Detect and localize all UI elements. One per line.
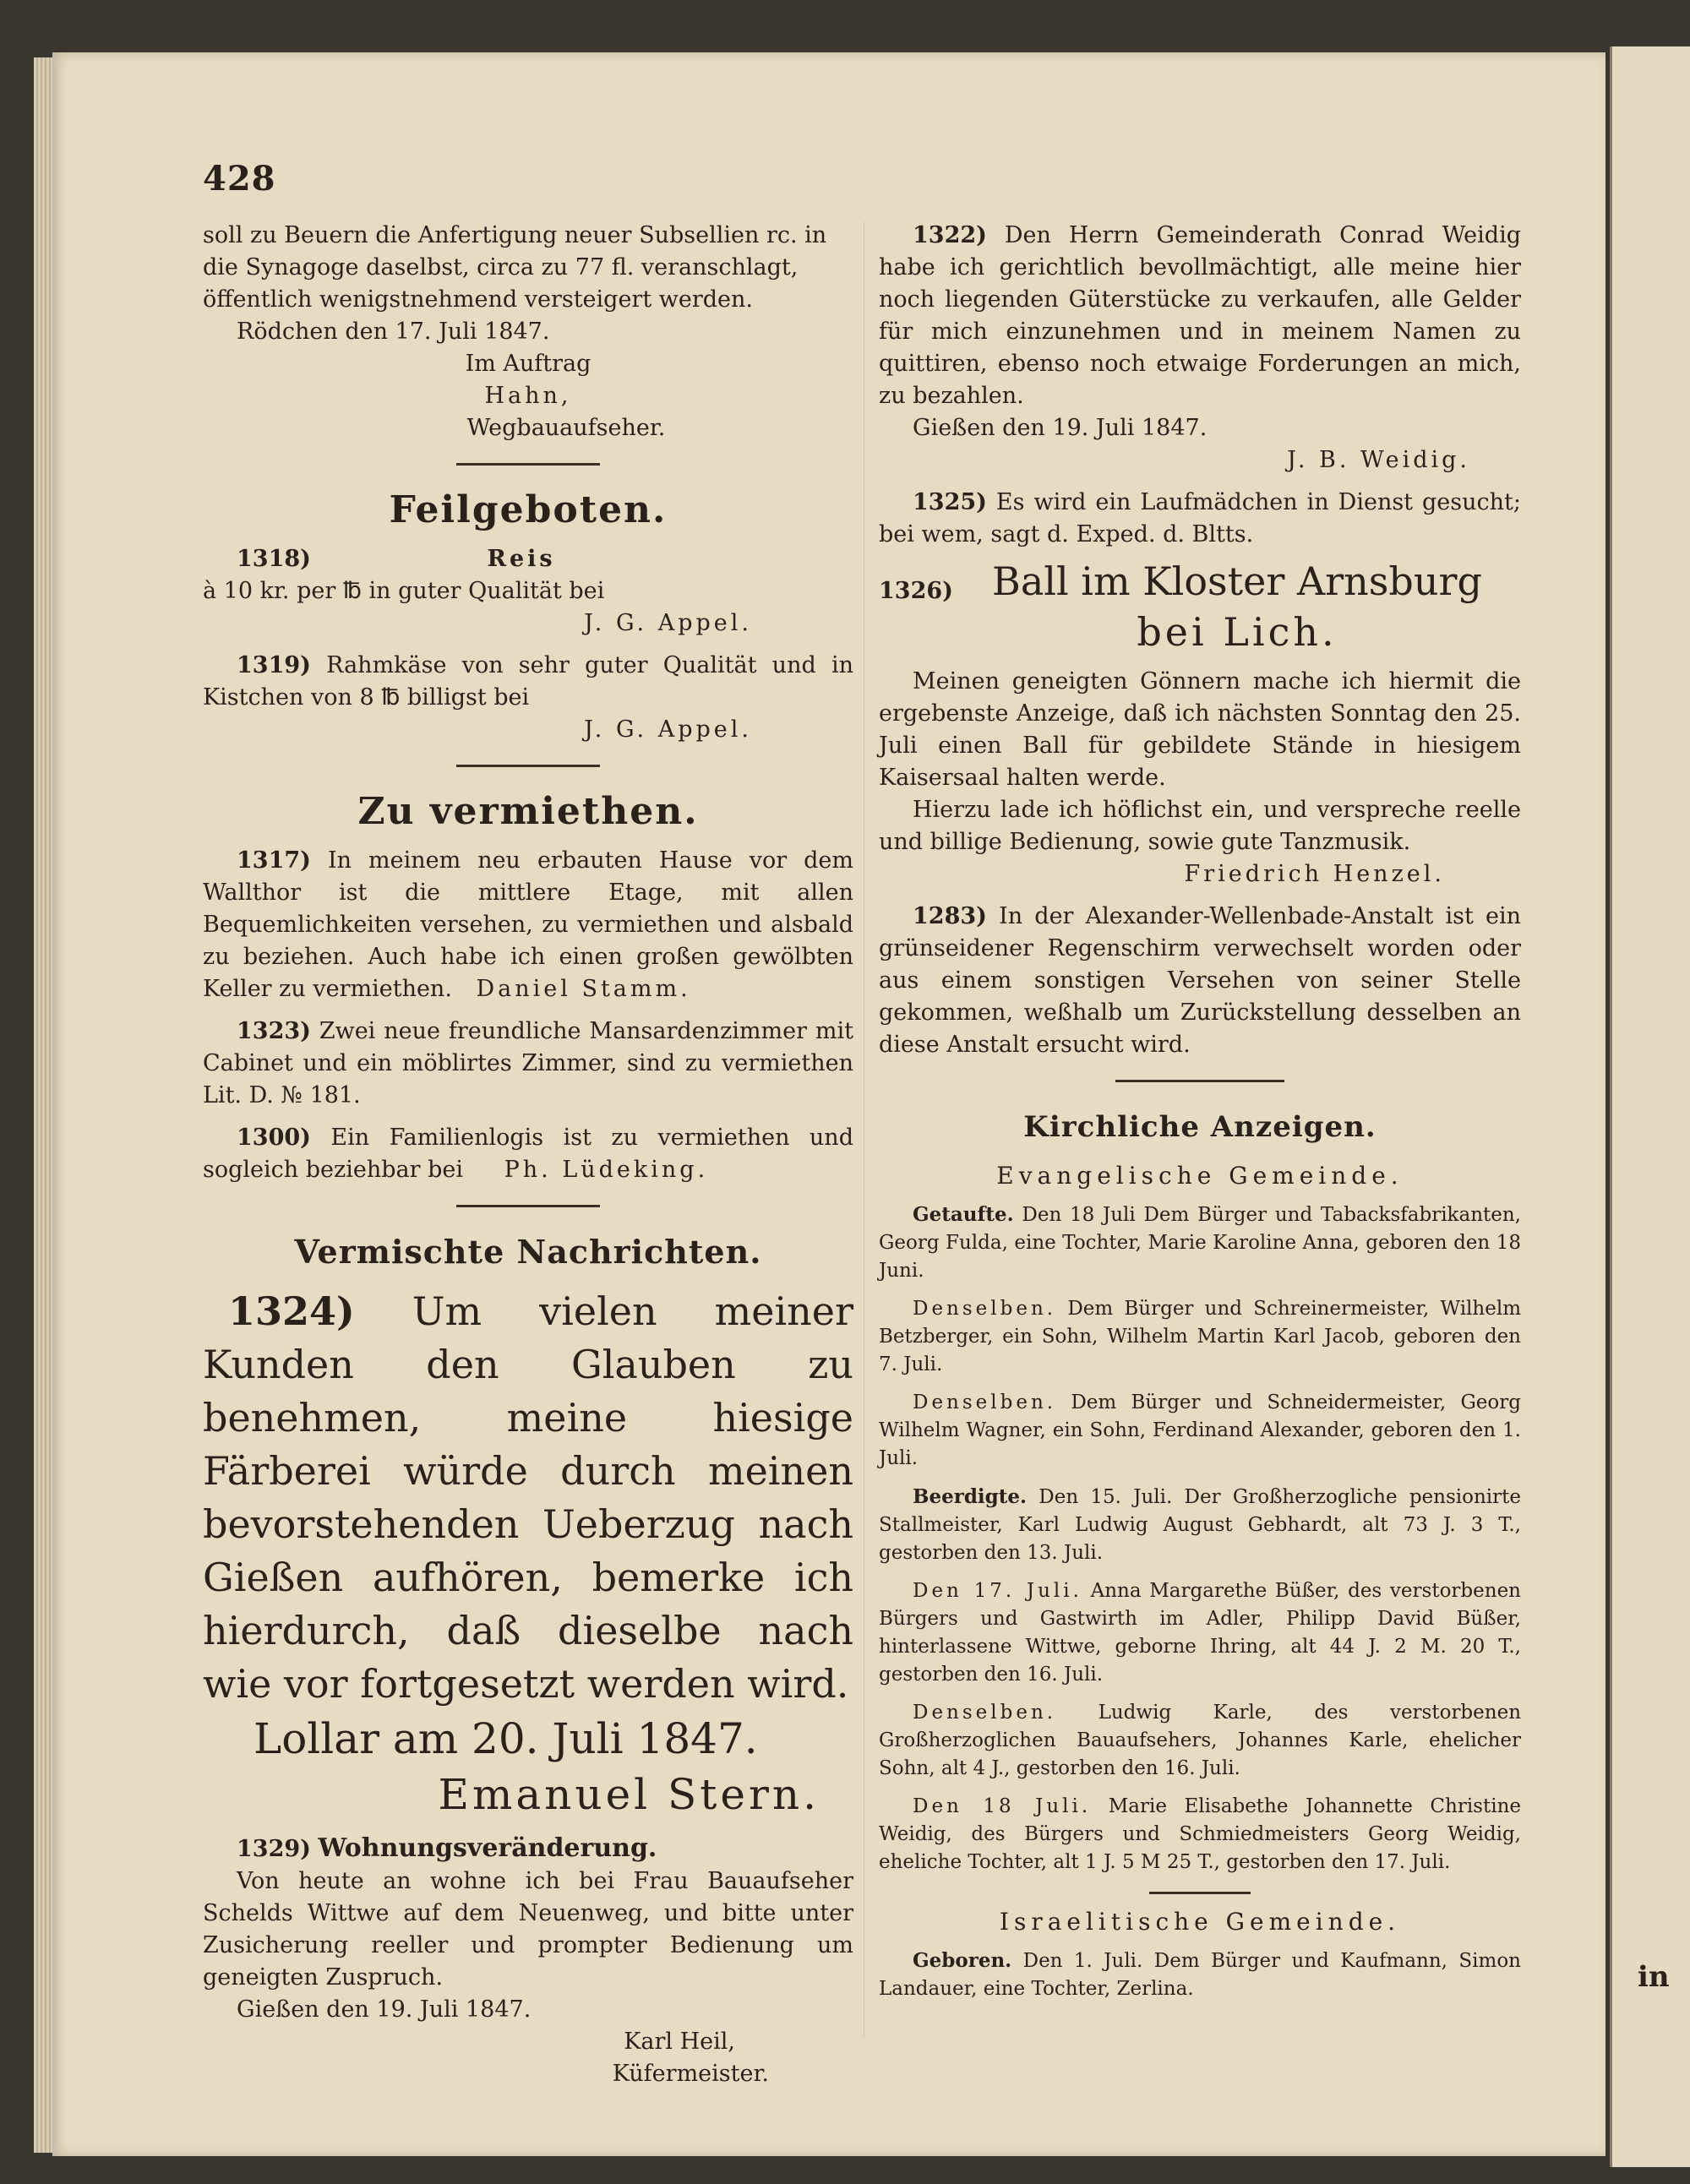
- ad-signature: Ph. Lüdeking.: [504, 1157, 709, 1183]
- ad-signature-title: Küfermeister.: [612, 2061, 769, 2087]
- intro-line: die Synagoge daselbst, circa zu 77 fl. veranschlagt,: [203, 254, 799, 280]
- ad-signature: J. B. Weidig.: [1287, 447, 1470, 473]
- ad-number: 1325): [913, 489, 987, 515]
- ad-place-date: Gießen den 19. Juli 1847.: [237, 1996, 532, 2023]
- ad-signature: Daniel Stamm.: [476, 976, 691, 1002]
- ad-signature: Friedrich Henzel.: [1184, 861, 1445, 887]
- record-label: Denselben.: [913, 1298, 1057, 1320]
- intro-place: Rödchen den 17. Juli 1847.: [237, 319, 550, 345]
- ad-number: 1318): [237, 546, 311, 572]
- ad-text: In meinem neu erbauten Hause vor dem Wallthor ist die mittlere Etage, mit allen Bequemlichkeiten versehen, zu vermiethen und alsbald zu beziehen. Auch habe ich einen großen gewölbten Keller zu vermiethen.: [203, 847, 853, 1002]
- intro-line: öffentlich wenigstnehmend versteigert werden.: [203, 286, 754, 313]
- ad-number: 1283): [913, 903, 987, 929]
- ad-text: Von heute an wohne ich bei Frau Bauaufseher Schelds Wittwe auf dem Neuenweg, und bitte unter Zusicherung reeller und prompter Bedienung um geneigten Zuspruch.: [203, 1868, 853, 1991]
- record-text: Den 1. Juli. Dem Bürger und Kaufmann, Simon Landauer, eine Tochter, Zerlina.: [879, 1950, 1521, 2000]
- ad-number: 1319): [237, 652, 311, 678]
- left-column: [203, 220, 853, 2090]
- record-text: Den 15. Juli. Der Großherzogliche pensionirte Stallmeister, Karl Ludwig August Gebhardt, alt 73 J. 3 T., gestorben den 13. Juli.: [879, 1486, 1521, 1564]
- record-label: Denselben.: [913, 1702, 1057, 1724]
- ad-number: 1323): [237, 1018, 311, 1044]
- ad-text: Zwei neue freundliche Mansardenzimmer mit Cabinet und ein möblirtes Zimmer, sind zu vermiethen Lit. D. № 181.: [203, 1018, 853, 1108]
- ad-number: 1322): [913, 222, 987, 248]
- intro-signature-title: Wegbauaufseher.: [466, 415, 666, 441]
- ball-announcement-title: [879, 556, 1521, 657]
- ad-text: Ein Familienlogis ist zu vermiethen und sogleich beziehbar bei: [203, 1125, 853, 1183]
- record-label: Getaufte.: [913, 1203, 1014, 1226]
- section-heading-vermiethen: Zu vermiethen.: [357, 790, 699, 833]
- israelite-records: [879, 1947, 1521, 2003]
- section-divider: [456, 765, 600, 767]
- ad-text: Hierzu lade ich höflichst ein, und verspreche reelle und billige Bedienung, sowie gute Tanzmusik.: [879, 797, 1521, 855]
- ad-number: 1329): [237, 1836, 311, 1862]
- facing-page-edge: [1610, 46, 1690, 2167]
- subheading-israelitische: Israelitische Gemeinde.: [999, 1908, 1401, 1936]
- section-divider: [456, 1205, 600, 1207]
- record-text: Marie Elisabethe Johannette Christine Weidig, des Bürgers und Schmiedmeisters Georg Weidig, eheliche Tochter, alt 1 J. 5 M 25 T., gestorben den 17. Juli.: [879, 1795, 1521, 1873]
- record-text: Dem Bürger und Schneidermeister, Georg Wilhelm Wagner, ein Sohn, Ferdinand Alexander, geboren den 1. Juli.: [879, 1392, 1521, 1469]
- section-heading-kirchliche: Kirchliche Anzeigen.: [1023, 1110, 1377, 1144]
- record-label: Beerdigte.: [913, 1485, 1027, 1508]
- ad-title: Reis: [487, 546, 556, 572]
- ad-number: 1326): [879, 578, 953, 604]
- ad-signature: Emanuel Stern.: [438, 1770, 820, 1819]
- intro-signature-line: Im Auftrag: [465, 351, 592, 377]
- record-text: Anna Margarethe Büßer, des verstorbenen Bürgers und Gastwirth im Adler, Philipp David Büßer, hinterlassene Wittwe, geborne Ihring, alt 44 J. 2 M. 20 T., gestorben den 16. Juli.: [879, 1580, 1521, 1686]
- ad-number: 1300): [237, 1125, 311, 1151]
- record-label: Den 17. Juli.: [913, 1580, 1082, 1602]
- record-label: Geboren.: [913, 1949, 1012, 1972]
- facing-page-fragment: in: [1638, 1960, 1670, 1994]
- intro-line: soll zu Beuern die Anfertigung neuer Subsellien rc. in: [203, 222, 827, 248]
- large-advertisement: [203, 1285, 853, 1822]
- ad-signature-name: Karl Heil,: [624, 2029, 735, 2055]
- subheading-evangelische: Evangelische Gemeinde.: [996, 1162, 1404, 1190]
- section-heading-vermischte: Vermischte Nachrichten.: [294, 1233, 762, 1271]
- ad-title: Wohnungsveränderung.: [318, 1833, 657, 1863]
- page-edge: [34, 57, 52, 2153]
- ad-text: In der Alexander-Wellenbade-Anstalt ist ein grünseidener Regenschirm verwechselt worden oder aus einem sonstigen Versehen von seiner Stelle gekommen, weßhalb um Zurückstellung desselben an diese Anstalt ersucht wird.: [879, 903, 1521, 1058]
- ad-number: 1317): [237, 847, 311, 874]
- ad-text: Den Herrn Gemeinderath Conrad Weidig habe ich gerichtlich bevollmächtigt, alle meine hier noch liegenden Güterstücke zu verkaufen, alle Gelder für mich einzunehmen und in meinem Namen zu quittiren, ebenso noch etwaige Forderungen an mich, zu bezahlen.: [879, 222, 1521, 409]
- section-divider: [1149, 1892, 1251, 1894]
- record-text: Den 18 Juli Dem Bürger und Tabacksfabrikanten, Georg Fulda, eine Tochter, Marie Karoline Anna, geboren den 18 Juni.: [879, 1204, 1521, 1282]
- ad-text: à 10 kr. per ℔ in guter Qualität bei: [203, 578, 605, 604]
- ad-text: Um vielen meiner Kunden den Glauben zu benehmen, meine hiesige Färberei würde durch meinen bevorstehenden Ueberzug nach Gießen aufhören, bemerke ich hierdurch, daß dieselbe nach wie vor fortgesetzt werden wird.: [203, 1288, 853, 1707]
- ad-text: Rahmkäse von sehr guter Qualität und in Kistchen von 8 ℔ billigst bei: [203, 652, 853, 711]
- ad-signature: J. G. Appel.: [584, 716, 752, 743]
- ad-title-line: Ball im Kloster Arnsburg: [992, 558, 1482, 604]
- record-text: Ludwig Karle, des verstorbenen Großherzoglichen Bauaufsehers, Johannes Karle, ehelicher Sohn, alt 4 J., gestorben den 16. Juli.: [879, 1702, 1522, 1779]
- ad-place-date: Lollar am 20. Juli 1847.: [254, 1714, 758, 1763]
- section-divider: [456, 463, 600, 466]
- ad-place-date: Gießen den 19. Juli 1847.: [913, 415, 1208, 441]
- ad-text: Meinen geneigten Gönnern mache ich hiermit die ergebenste Anzeige, daß ich nächsten Sonntag den 25. Juli einen Ball für gebildete Stände in hiesigem Kaisersaal halten werde.: [879, 668, 1521, 791]
- record-text: Dem Bürger und Schreinermeister, Wilhelm Betzberger, ein Sohn, Wilhelm Martin Karl Jacob, geboren den 7. Juli.: [879, 1298, 1522, 1375]
- ad-signature: J. G. Appel.: [584, 610, 752, 636]
- section-divider: [1115, 1080, 1284, 1082]
- ad-title-line: bei Lich.: [1137, 609, 1338, 655]
- section-heading-feilgeboten: Feilgeboten.: [389, 488, 668, 531]
- church-records: [879, 1201, 1521, 1876]
- ad-number: 1324): [228, 1288, 355, 1334]
- right-column: [879, 220, 1521, 2003]
- intro-signature-name: Hahn,: [484, 383, 572, 409]
- record-label: Den 18 Juli.: [913, 1795, 1092, 1817]
- record-label: Denselben.: [913, 1392, 1057, 1413]
- page-number: 428: [203, 159, 276, 199]
- ad-text: Es wird ein Laufmädchen in Dienst gesucht; bei wem, sagt d. Exped. d. Bltts.: [879, 489, 1521, 547]
